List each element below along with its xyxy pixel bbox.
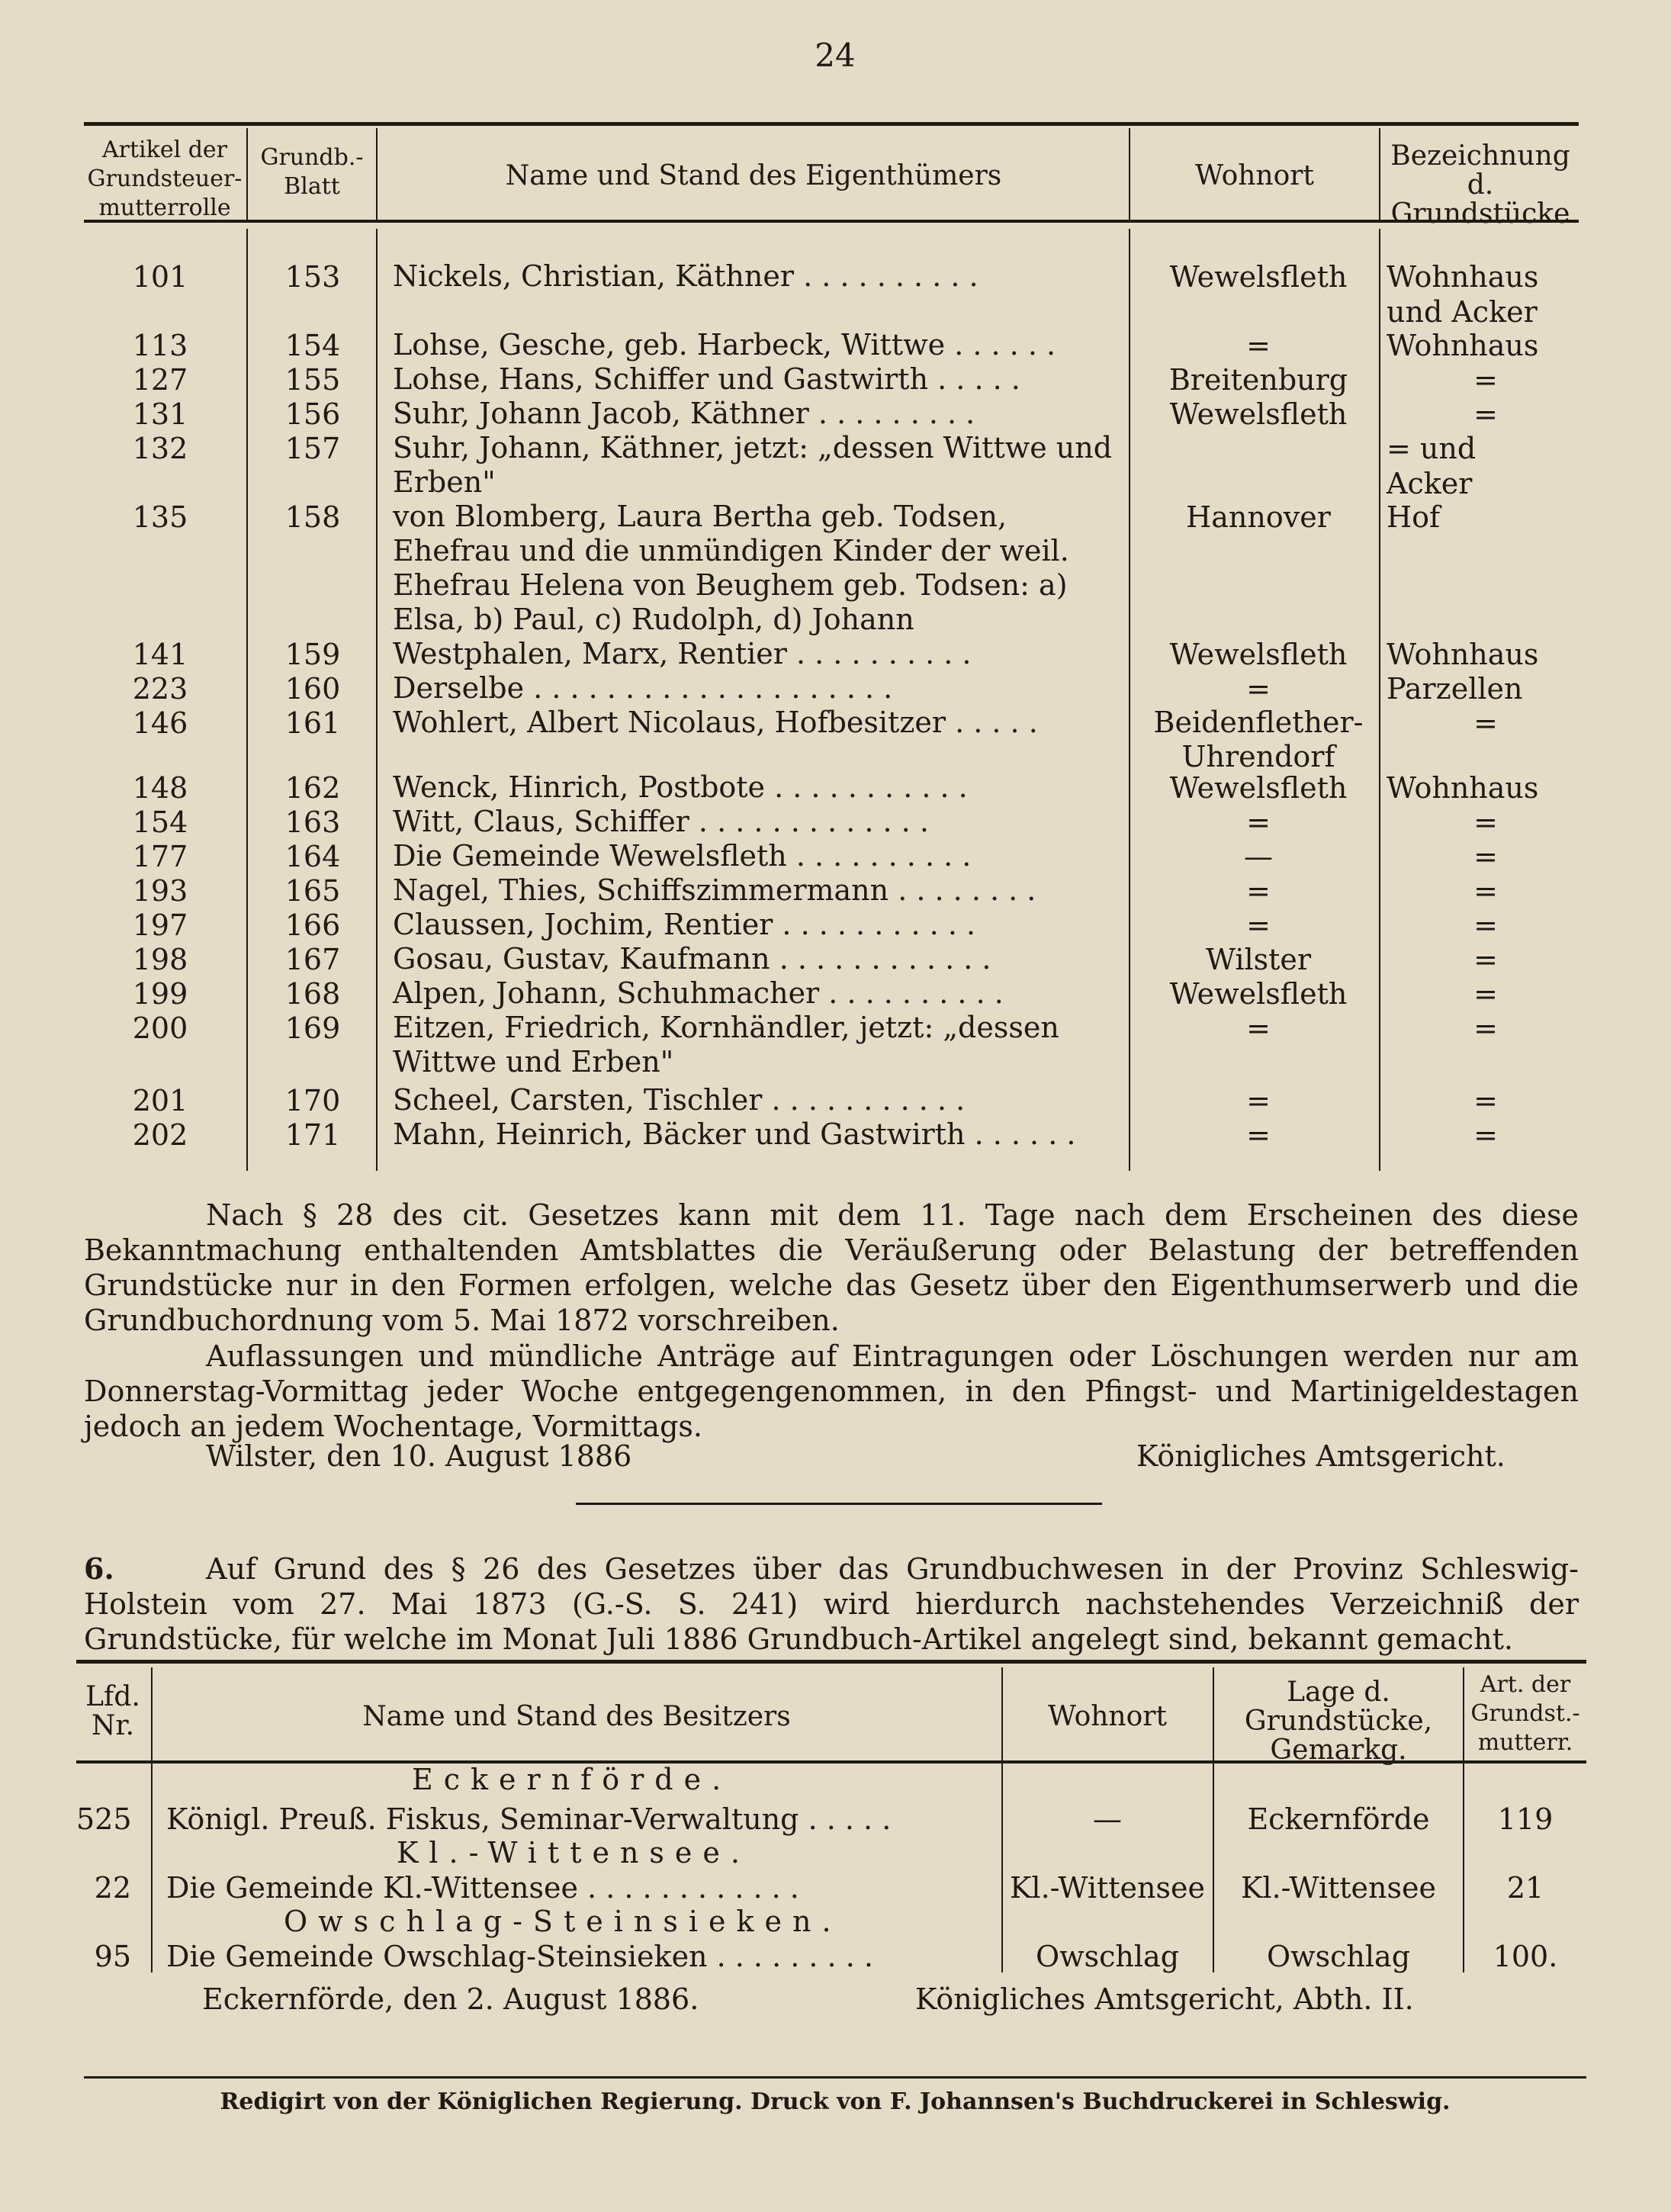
wohnort-cell: Owschlag xyxy=(1035,1940,1180,1973)
table1-header-name: Name und Stand des Eigenthümers xyxy=(505,160,1002,191)
blatt-cell: 155 xyxy=(284,363,341,397)
wohnort-cell: Kl.-Wittensee xyxy=(1010,1871,1205,1905)
artikel-cell: 21 xyxy=(1506,1871,1544,1905)
page-number: 24 xyxy=(815,37,856,74)
blatt-cell: 161 xyxy=(284,706,341,740)
notice2-place-date: Eckernförde, den 2. August 1886. xyxy=(202,1982,699,2016)
blatt-cell: 156 xyxy=(284,397,341,431)
artikel-cell: 131 xyxy=(132,397,188,431)
bezeichnung-cell: = xyxy=(1473,1011,1498,1045)
name-cell: Wenck, Hinrich, Postbote . . . . . . . . . . . xyxy=(393,770,968,804)
name-cell: Nickels, Christian, Käthner . . . . . . . . . . xyxy=(393,259,978,293)
table2-header-lage: Lage d. Grundstücke, Gemarkg. xyxy=(1244,1677,1433,1766)
table1-col-divider xyxy=(1129,229,1130,1171)
wohnort-cell: Wewelsfleth xyxy=(1169,771,1348,805)
bezeichnung-cell: = xyxy=(1473,943,1498,976)
blatt-cell: 167 xyxy=(284,943,341,976)
bezeichnung-cell: = xyxy=(1473,805,1498,839)
wohnort-cell: = xyxy=(1246,908,1271,942)
name-cell: Scheel, Carsten, Tischler . . . . . . . . . . . xyxy=(393,1083,966,1117)
blatt-cell: 158 xyxy=(284,500,341,534)
blatt-cell: 170 xyxy=(284,1084,341,1117)
bezeichnung-cell: = xyxy=(1473,363,1498,397)
artikel-cell: 197 xyxy=(132,908,188,942)
artikel-cell: 199 xyxy=(132,977,188,1011)
footer-rule xyxy=(84,2076,1586,2079)
wohnort-cell: Wewelsfleth xyxy=(1169,638,1348,671)
artikel-cell: 198 xyxy=(132,943,188,976)
artikel-cell: 101 xyxy=(132,260,188,294)
bezeichnung-cell: = und Acker xyxy=(1387,432,1477,500)
artikel-cell: 154 xyxy=(132,805,188,839)
name-cell: Die Gemeinde Owschlag-Steinsieken . . . . . . . . . xyxy=(166,1940,873,1973)
name-cell: Nagel, Thies, Schiffszimmermann . . . . . . . . xyxy=(393,873,1036,907)
lage-cell: Owschlag xyxy=(1266,1940,1411,1973)
bezeichnung-cell: = xyxy=(1473,1118,1498,1152)
wohnort-cell: — xyxy=(1093,1802,1122,1836)
bezeichnung-cell: Hof xyxy=(1387,500,1441,534)
table1-header-bezeichnung: Bezeichnung d. Grundstücke xyxy=(1390,140,1570,230)
name-cell: Derselbe . . . . . . . . . . . . . . . . . . . . xyxy=(393,671,893,705)
name-cell: Lohse, Gesche, geb. Harbeck, Wittwe . . . . . . xyxy=(393,328,1056,362)
notice1-paragraph-1: Nach § 28 des cit. Gesetzes kann mit dem 11. Tage nach dem Erscheinen des diese Bekanntmachung enthaltenden Amtsblattes die Veräußerung oder Belastung der betreffenden Grundstücke nur in den Formen erfolgen, welche das Gesetz über den Eigenthumserwerb und die Grundbuchordnung vom 5. Mai 1872 vorschreiben. xyxy=(84,1198,1579,1337)
wohnort-cell: = xyxy=(1246,672,1271,706)
artikel-cell: 119 xyxy=(1497,1802,1554,1836)
wohnort-cell: = xyxy=(1246,805,1271,839)
blatt-cell: 166 xyxy=(284,908,341,942)
wohnort-cell: Wewelsfleth xyxy=(1169,397,1348,431)
table2-header-nr: Lfd. Nr. xyxy=(85,1681,140,1741)
name-cell: Claussen, Jochim, Rentier . . . . . . . . . . . xyxy=(393,908,976,941)
blatt-cell: 168 xyxy=(284,977,341,1011)
group-title: Kl.-Wittensee. xyxy=(397,1836,750,1870)
table2-col-divider xyxy=(1213,1667,1214,1972)
blatt-cell: 160 xyxy=(284,672,341,706)
bezeichnung-cell: Wohnhaus und Acker xyxy=(1387,260,1539,329)
bezeichnung-cell: = xyxy=(1473,908,1498,942)
table1-header-artikel: Artikel der Grundsteuer-mutterrolle xyxy=(87,137,243,221)
section-divider xyxy=(576,1503,1102,1505)
table1-hdr-divider xyxy=(376,128,378,220)
table2-header-artikel: Art. der Grundst.-mutterr. xyxy=(1470,1671,1580,1756)
table1-hdr-divider xyxy=(246,128,248,220)
blatt-cell: 159 xyxy=(284,638,341,671)
table1-header-wohnort: Wohnort xyxy=(1195,160,1314,191)
table1-header-blatt: Grundb.-Blatt xyxy=(260,144,364,200)
artikel-cell: 148 xyxy=(132,771,188,805)
wohnort-cell: = xyxy=(1246,1011,1271,1045)
artikel-cell: 100. xyxy=(1493,1940,1558,1973)
group-title: Owschlag-Steinsieken. xyxy=(284,1905,842,1938)
nr-cell: 95 xyxy=(94,1940,131,1973)
table1-col-divider xyxy=(246,229,248,1171)
bezeichnung-cell: = xyxy=(1473,706,1498,740)
name-cell: Wohlert, Albert Nicolaus, Hofbesitzer . . . . . xyxy=(393,706,1038,739)
name-cell: von Blomberg, Laura Bertha geb. Todsen, Ehefrau und die unmündigen Kinder der weil. Ehefrau Helena von Beughem geb. Todsen: a) Elsa, b) Paul, c) Rudolph, d) Johann xyxy=(393,500,1069,636)
bezeichnung-cell: Wohnhaus xyxy=(1387,638,1539,671)
bezeichnung-cell: = xyxy=(1473,874,1498,908)
wohnort-cell: Wewelsfleth xyxy=(1169,260,1348,294)
name-cell: Eitzen, Friedrich, Kornhändler, jetzt: „dessen Wittwe und Erben" xyxy=(393,1011,1059,1079)
blatt-cell: 165 xyxy=(284,874,341,908)
blatt-cell: 164 xyxy=(284,840,341,873)
table1-top-rule xyxy=(84,122,1579,126)
wohnort-cell: Wilster xyxy=(1205,943,1312,976)
wohnort-cell: = xyxy=(1246,1118,1271,1152)
lage-cell: Eckernförde xyxy=(1247,1802,1430,1836)
blatt-cell: 157 xyxy=(284,432,341,465)
artikel-cell: 146 xyxy=(132,706,188,740)
name-cell: Westphalen, Marx, Rentier . . . . . . . . . . xyxy=(393,637,972,670)
name-cell: Suhr, Johann, Käthner, jetzt: „dessen Wittwe und Erben" xyxy=(393,431,1113,499)
name-cell: Die Gemeinde Kl.-Wittensee . . . . . . . . . . . . xyxy=(166,1871,799,1905)
name-cell: Mahn, Heinrich, Bäcker und Gastwirth . . . . . . xyxy=(393,1117,1076,1151)
bezeichnung-cell: Wohnhaus xyxy=(1387,771,1539,805)
artikel-cell: 127 xyxy=(132,363,188,397)
blatt-cell: 162 xyxy=(284,771,341,805)
wohnort-cell: Beidenflether-Uhrendorf xyxy=(1153,706,1364,773)
nr-cell: 525 xyxy=(76,1802,132,1836)
blatt-cell: 171 xyxy=(284,1118,341,1152)
wohnort-cell: Breitenburg xyxy=(1168,363,1348,397)
blatt-cell: 169 xyxy=(284,1011,341,1045)
bezeichnung-cell: = xyxy=(1473,1084,1498,1117)
artikel-cell: 200 xyxy=(132,1011,188,1045)
name-cell: Königl. Preuß. Fiskus, Seminar-Verwaltung . . . . . xyxy=(166,1802,892,1836)
name-cell: Suhr, Johann Jacob, Käthner . . . . . . . . . xyxy=(393,397,975,430)
blatt-cell: 163 xyxy=(284,805,341,839)
table2-header-wohnort: Wohnort xyxy=(1048,1701,1167,1732)
table1-header-rule xyxy=(84,220,1579,223)
artikel-cell: 113 xyxy=(132,329,188,362)
wohnort-cell: — xyxy=(1244,840,1273,873)
bezeichnung-cell: = xyxy=(1473,840,1498,873)
group-title: Eckernförde. xyxy=(412,1763,732,1796)
artikel-cell: 223 xyxy=(132,672,188,706)
artikel-cell: 201 xyxy=(132,1084,188,1117)
lage-cell: Kl.-Wittensee xyxy=(1241,1871,1436,1905)
notice2-number: 6. xyxy=(84,1551,114,1586)
name-cell: Witt, Claus, Schiffer . . . . . . . . . . . . . xyxy=(393,805,929,838)
wohnort-cell: Wewelsfleth xyxy=(1169,977,1348,1011)
blatt-cell: 153 xyxy=(284,260,341,294)
wohnort-cell: = xyxy=(1246,1084,1271,1117)
footer-imprint: Redigirt von der Königlichen Regierung. Druck von F. Johannsen's Buchdruckerei in Schleswig. xyxy=(220,2088,1451,2115)
table2-top-rule xyxy=(76,1660,1586,1664)
name-cell: Gosau, Gustav, Kaufmann . . . . . . . . . . . . xyxy=(393,942,991,976)
wohnort-cell: = xyxy=(1246,329,1271,362)
notice2-intro: Auf Grund des § 26 des Gesetzes über das Grundbuchwesen in der Provinz Schleswig-Holstein vom 27. Mai 1873 (G.-S. S. 241) wird hierdurch nachstehendes Verzeichniß der Grundstücke, für welche im Monat Juli 1886 Grundbuch-Artikel angelegt sind, bekannt gemacht. xyxy=(84,1552,1579,1656)
notice1-place-date: Wilster, den 10. August 1886 xyxy=(206,1439,632,1473)
notice2-signature: Königliches Amtsgericht, Abth. II. xyxy=(915,1982,1414,2016)
name-cell: Die Gemeinde Wewelsfleth . . . . . . . . . . xyxy=(393,839,972,873)
nr-cell: 22 xyxy=(94,1871,131,1905)
notice1-paragraph-2: Auflassungen und mündliche Anträge auf Eintragungen oder Löschungen werden nur am Donnerstag-Vormittag jeder Woche entgegengenommen, in den Pfingst- und Martinigeldestagen jedoch an jedem Wochentage, Vormittags. xyxy=(84,1339,1579,1443)
table2-header-name: Name und Stand des Besitzers xyxy=(362,1701,791,1732)
name-cell: Lohse, Hans, Schiffer und Gastwirth . . . . . xyxy=(393,362,1020,396)
artikel-cell: 135 xyxy=(132,500,188,534)
bezeichnung-cell: = xyxy=(1473,977,1498,1011)
bezeichnung-cell: Parzellen xyxy=(1387,672,1523,706)
table1-col-divider xyxy=(376,229,378,1171)
artikel-cell: 141 xyxy=(132,638,188,671)
bezeichnung-cell: Wohnhaus xyxy=(1387,329,1539,362)
wohnort-cell: Hannover xyxy=(1186,500,1331,534)
artikel-cell: 193 xyxy=(132,874,188,908)
name-cell: Alpen, Johann, Schuhmacher . . . . . . . . . . xyxy=(393,976,1004,1010)
wohnort-cell: = xyxy=(1246,874,1271,908)
artikel-cell: 177 xyxy=(132,840,188,873)
notice1-signature: Königliches Amtsgericht. xyxy=(1136,1439,1506,1473)
artikel-cell: 202 xyxy=(132,1118,188,1152)
blatt-cell: 154 xyxy=(284,329,341,362)
bezeichnung-cell: = xyxy=(1473,397,1498,431)
artikel-cell: 132 xyxy=(132,432,188,465)
